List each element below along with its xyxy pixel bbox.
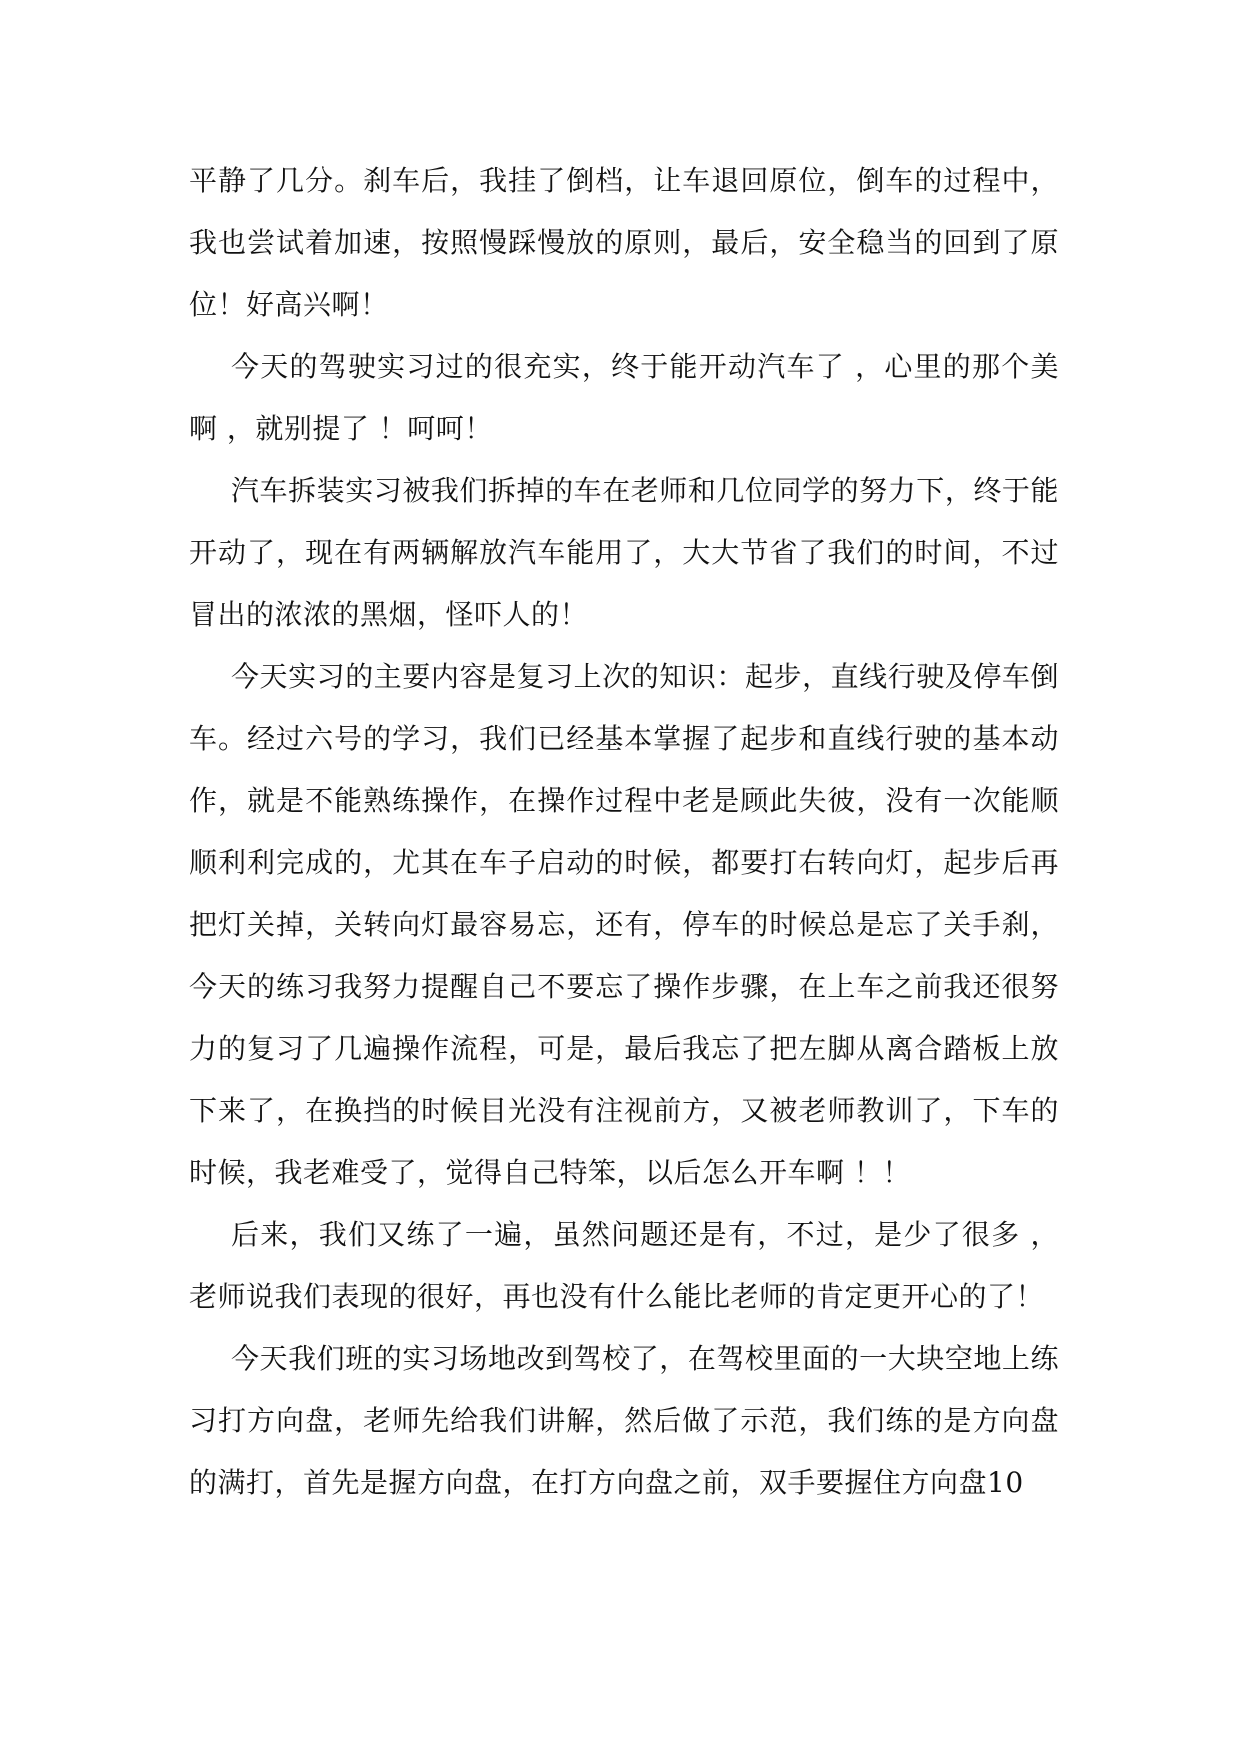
document-body — [189, 150, 1059, 1514]
paragraph-2: 今天的驾驶实习过的很充实，终于能开动汽车了 ，心里的那个美啊 ，就别提了 ！呵呵！ — [189, 350, 1059, 445]
paragraph-1: 平静了几分。刹车后，我挂了倒档，让车退回原位，倒车的过程中，我也尝试着加速，按照慢踩慢放的原则，最后，安全稳当的回到了原位！好高兴啊！ — [189, 164, 1059, 321]
paragraph-6: 今天我们班的实习场地改到驾校了，在驾校里面的一大块空地上练习打方向盘，老师先给我们讲解，然后做了示范，我们练的是方向盘的满打，首先是握方向盘，在打方向盘之前，双手要握住方向盘10 — [189, 1342, 1059, 1499]
paragraph-4: 今天实习的主要内容是复习上次的知识：起步，直线行驶及停车倒车。经过六号的学习，我们已经基本掌握了起步和直线行驶的基本动作，就是不能熟练操作，在操作过程中老是顾此失彼，没有一次能顺顺利利完成的，尤其在车子启动的时候，都要打右转向灯，起步后再把灯关掉，关转向灯最容易忘，还有，停车的时候总是忘了关手刹，今天的练习我努力提醒自己不要忘了操作步骤，在上车之前我还很努力的复习了几遍操作流程，可是，最后我忘了把左脚从离合踏板上放下来了，在换挡的时候目光没有注视前方，又被老师教训了，下车的时候，我老难受了，觉得自己特笨，以后怎么开车啊 ！！ — [189, 660, 1059, 1189]
paragraph-5: 后来，我们又练了一遍，虽然问题还是有，不过，是少了很多 ，老师说我们表现的很好，再也没有什么能比老师的肯定更开心的了！ — [189, 1218, 1059, 1313]
paragraph-3: 汽车拆装实习被我们拆掉的车在老师和几位同学的努力下，终于能开动了，现在有两辆解放汽车能用了，大大节省了我们的时间，不过冒出的浓浓的黑烟，怪吓人的！ — [189, 474, 1059, 631]
